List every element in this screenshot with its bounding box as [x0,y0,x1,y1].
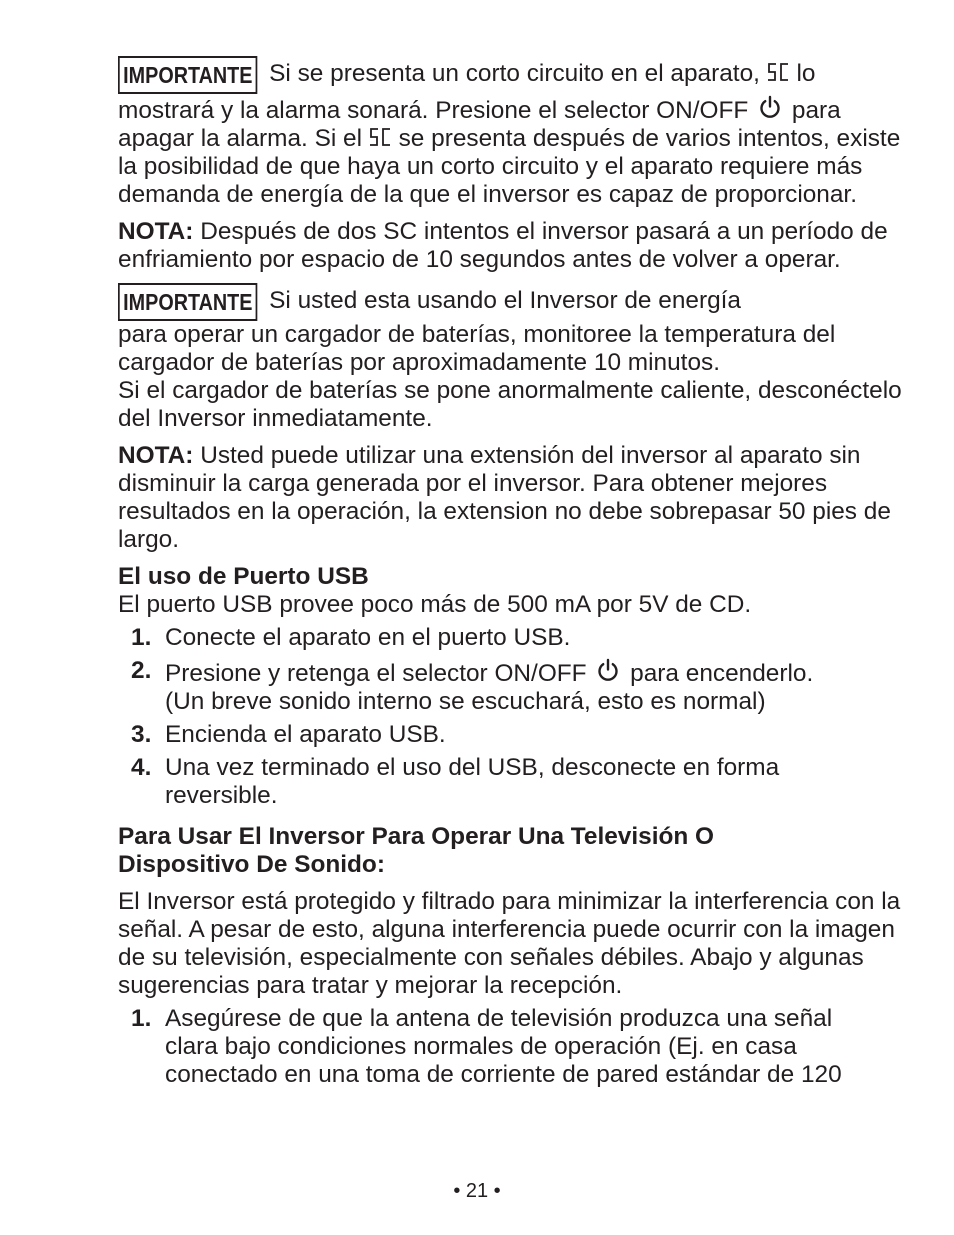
tv-intro: El Inversor está protegido y filtrado para minimizar la interferencia con la señal. A pesar de esto, alguna interferencia puede ocurrir con la imagen de su televisión, especialmente con señales débiles. Abajo y algunas sugerencias para tratar y mejorar la recepción. [118,888,901,999]
tv-steps-list [118,1005,908,1089]
important-paragraph-short-circuit: IMPORTANTE Si se presenta un corto circuito en el aparato, lo mostrará y la alarma sonará. Presione el selector ON/OFF para apagar la alarma. Si el se presenta después de varios intentos, existe la posibilidad de que haya un corto circuito y el aparato requiere más demanda de energía de la que el inversor es capaz de proporcionar. [118,56,908,209]
power-icon [595,657,621,683]
list-item: 4. Una vez terminado el uso del USB, desconecte en forma reversible. [131,754,780,809]
important-tag: IMPORTANTE [118,283,258,321]
list-item: 1. Asegúrese de que la antena de televisión produzca una señal clara bajo condiciones normales de operación (Ej. en casa conectado en una toma de corriente de pared estándar de 120 [131,1005,842,1088]
usb-section-heading: El uso de Puerto USB [118,563,369,590]
usb-intro: El puerto USB provee poco más de 500 mA por 5V de CD. [118,591,752,618]
note-label: NOTA: [118,442,194,469]
sc-segment-display-icon [767,62,790,82]
usb-steps-list [118,624,908,810]
manual-page [118,56,908,1089]
important-paragraph-battery-charger: IMPORTANTE Si usted esta usando el Inversor de energía para operar un cargador de baterías, monitoree la temperatura del cargador de baterías por aproximadamente 10 minutos. Si el cargador de baterías se pone anormalmente caliente, desconéctelo del Inversor inmediatamente. [118,283,908,433]
note-label: NOTA: [118,218,194,245]
note-paragraph-cooldown: NOTA: Después de dos SC intentos el inversor pasará a un período de enfriamiento por espacio de 10 segundos antes de volver a operar. [118,218,888,273]
page-number: • 21 • [453,1180,501,1202]
important-tag: IMPORTANTE [118,56,258,94]
list-item: 1. Conecte el aparato en el puerto USB. [131,624,571,651]
power-icon [757,94,783,120]
list-item: 3. Encienda el aparato USB. [131,721,446,748]
note-paragraph-extension: NOTA: Usted puede utilizar una extensión del inversor al aparato sin disminuir la carga generada por el inversor. Para obtener mejores resultados en la operación, la extension no debe sobrepasar 50 pies de largo. [118,442,891,553]
list-item: 2. Presione y retenga el selector ON/OFF para encenderlo. (Un breve sonido interno se escuchará, esto es normal) [131,657,814,715]
tv-section-heading: Para Usar El Inversor Para Operar Una Televisión O Dispositivo De Sonido: [118,823,715,878]
sc-segment-display-icon [369,127,392,147]
